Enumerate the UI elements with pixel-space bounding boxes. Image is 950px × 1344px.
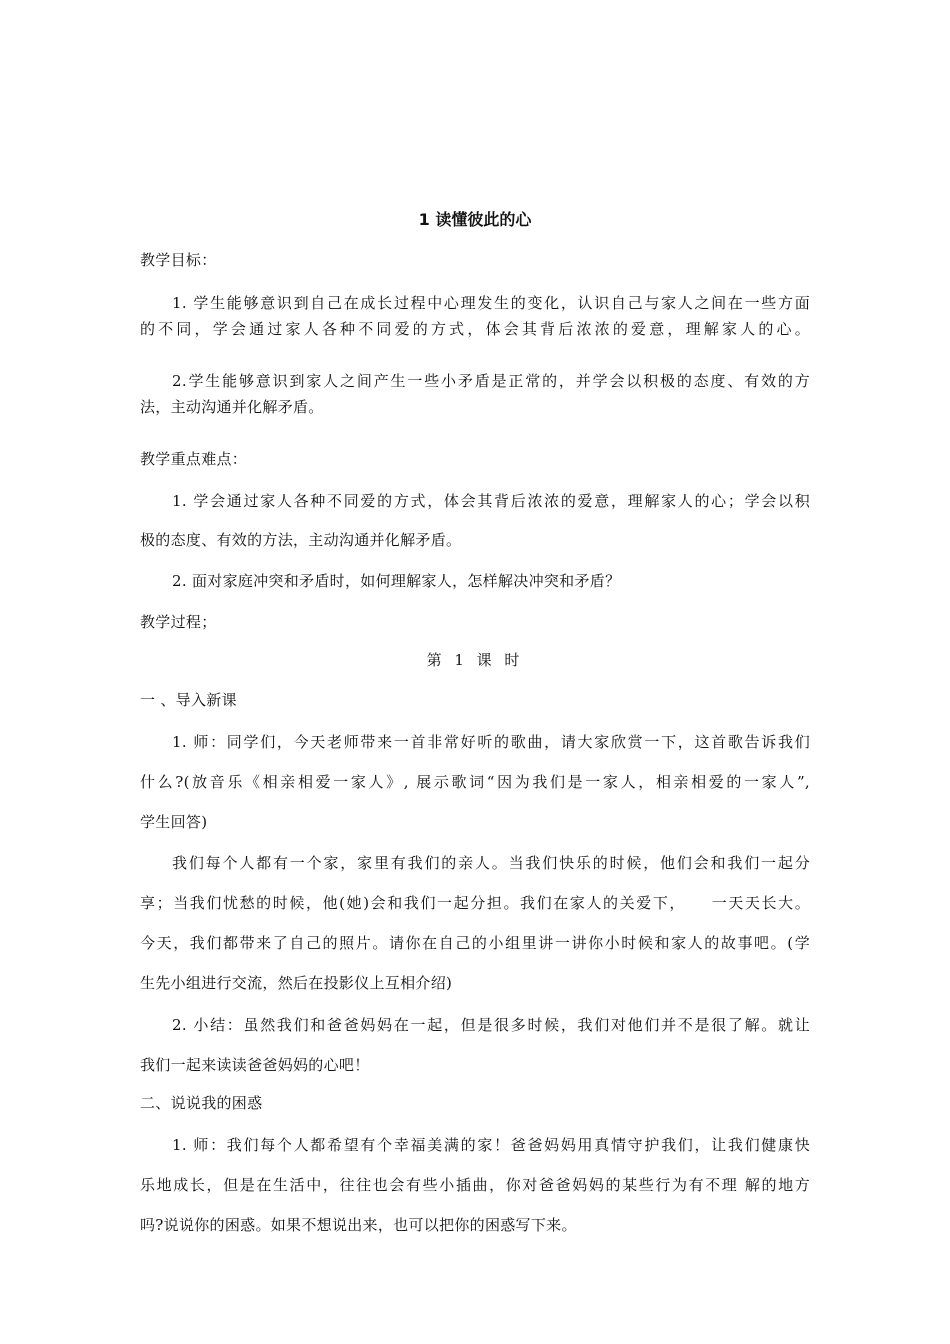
paragraph-line: 1. 师：我们每个人都希望有个幸福美满的家！爸爸妈妈用真情守护我们，让我们健康快	[172, 1136, 810, 1154]
paragraph-line: 乐地成长，但是在生活中，往往也会有些小插曲，你对爸爸妈妈的某些行为有不理 解的地方	[140, 1176, 810, 1194]
paragraph-line: 学生回答)	[140, 813, 208, 831]
paragraph-line: 2. 面对家庭冲突和矛盾时，如何理解家人，怎样解决冲突和矛盾？	[172, 572, 621, 590]
paragraph-line: 2. 小结：虽然我们和爸爸妈妈在一起，但是很多时候，我们对他们并不是很了解。就让	[172, 1016, 810, 1034]
lesson-period-heading: 第 1 课 时	[426, 651, 524, 669]
section-heading-process: 教学过程；	[140, 613, 217, 631]
paragraph-line: 什么?(放音乐《相亲相爱一家人》, 展示歌词“因为我们是一家人，相亲相爱的一家人”,	[140, 773, 810, 791]
section-heading-intro: 一 、导入新课	[140, 691, 237, 709]
paragraph-line: 我们每个人都有一个家，家里有我们的亲人。当我们快乐的时候，他们会和我们一起分	[172, 854, 810, 872]
paragraph-line: 1. 学生能够意识到自己在成长过程中心理发生的变化，认识自己与家人之间在一些方面	[172, 294, 810, 312]
paragraph-line: 的不同，学会通过家人各种不同爱的方式，体会其背后浓浓的爱意，理解家人的心。	[140, 320, 810, 338]
lesson-title: 1 读懂彼此的心	[418, 210, 532, 229]
paragraph-line: 2.学生能够意识到家人之间产生一些小矛盾是正常的，并学会以积极的态度、有效的方	[172, 372, 810, 390]
paragraph-line: 1. 学会通过家人各种不同爱的方式，体会其背后浓浓的爱意，理解家人的心；学会以积	[172, 492, 810, 510]
paragraph-line: 生先小组进行交流，然后在投影仪上互相介绍)	[140, 974, 453, 992]
section-heading-objectives: 教学目标：	[140, 251, 217, 269]
paragraph-line: 我们一起来读读爸爸妈妈的心吧！	[140, 1056, 370, 1074]
paragraph-line: 享；当我们忧愁的时候，他(她)会和我们一起分担。我们在家人的关爱下， 一天天长大。	[140, 894, 810, 912]
paragraph-line: 吗?说说你的困惑。如果不想说出来，也可以把你的困惑写下来。	[140, 1216, 577, 1234]
paragraph-line: 1. 师：同学们，今天老师带来一首非常好听的歌曲，请大家欣赏一下，这首歌告诉我们	[172, 733, 810, 751]
paragraph-line: 极的态度、有效的方法，主动沟通并化解矛盾。	[140, 531, 462, 549]
section-heading-key-points: 教学重点难点：	[140, 450, 248, 468]
paragraph-line: 今天，我们都带来了自己的照片。请你在自己的小组里讲一讲你小时候和家人的故事吧。(学	[140, 934, 810, 952]
paragraph-line: 法，主动沟通并化解矛盾。	[140, 398, 324, 416]
section-heading-confusion: 二、说说我的困惑	[140, 1094, 263, 1112]
